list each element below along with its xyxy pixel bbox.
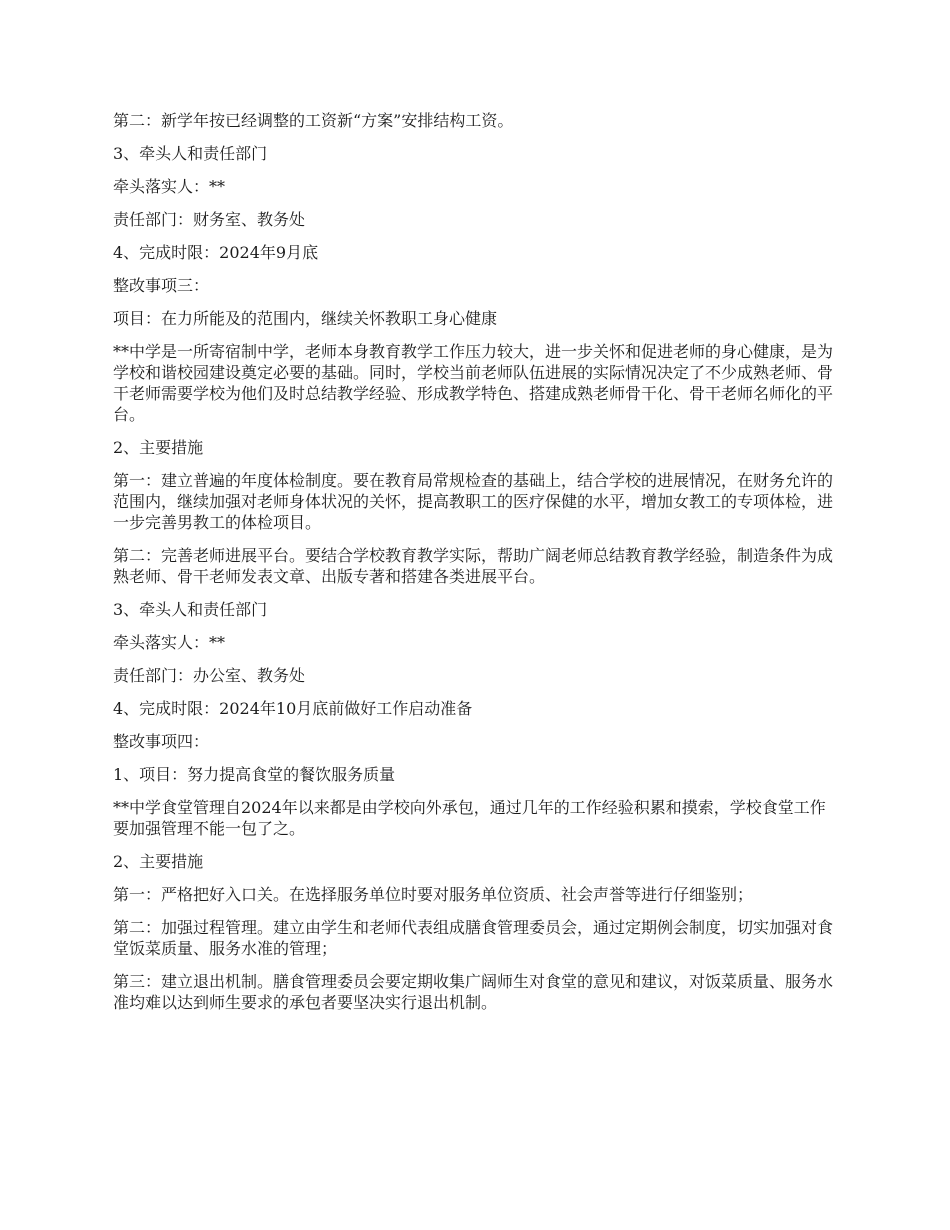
paragraph-deadline: 4、完成时限：2024年10月底前做好工作启动准备 <box>113 699 473 718</box>
heading-lead-and-department: 3、牵头人和责任部门 <box>113 144 268 163</box>
paragraph-measure-health-check: 第一：建立普遍的年度体检制度。要在教育局常规检查的基础上，结合学校的进展情况，在财务允许的范围内，继续加强对老师身体状况的关怀，提高教职工的医疗保健的水平，增加女教工的专项体检，进一步完善男教工的体检项目。 <box>113 471 834 532</box>
paragraph-lead-person: 牵头落实人：** <box>113 633 226 652</box>
paragraph-deadline: 4、完成时限：2024年9月底 <box>113 243 319 262</box>
paragraph-measure-entry-control: 第一：严格把好入口关。在选择服务单位时要对服务单位资质、社会声誉等进行仔细鉴别； <box>113 885 754 904</box>
paragraph-responsible-department: 责任部门：办公室、教务处 <box>113 666 306 685</box>
paragraph-measure-exit-mechanism: 第三：建立退出机制。膳食管理委员会要定期收集广阔师生对食堂的意见和建议，对饭菜质量、服务水准均难以达到师生要求的承包者要坚决实行退出机制。 <box>113 972 834 1012</box>
paragraph-salary-plan: 第二：新学年按已经调整的工资新“方案”安排结构工资。 <box>113 111 514 130</box>
heading-main-measures: 2、主要措施 <box>113 852 204 871</box>
paragraph-responsible-department: 责任部门：财务室、教务处 <box>113 210 306 229</box>
paragraph-lead-person: 牵头落实人：** <box>113 177 226 196</box>
paragraph-item-3-background: **中学是一所寄宿制中学，老师本身教育教学工作压力较大，进一步关怀和促进老师的身心健康，是为学校和谐校园建设奠定必要的基础。同时，学校当前老师队伍进展的实际情况决定了不少成熟老师、骨干老师需要学校为他们及时总结教学经验、形成教学特色、搭建成熟老师骨干化、骨干老师名师化的平台。 <box>113 342 834 424</box>
heading-lead-and-department: 3、牵头人和责任部门 <box>113 600 268 619</box>
paragraph-measure-process-management: 第二：加强过程管理。建立由学生和老师代表组成膳食管理委员会，通过定期例会制度，切实加强对食堂饭菜质量、服务水准的管理； <box>113 918 834 958</box>
paragraph-item-4-project: 1、项目：努力提高食堂的餐饮服务质量 <box>113 765 396 784</box>
heading-rectification-item-4: 整改事项四： <box>113 732 210 751</box>
paragraph-item-3-project: 项目：在力所能及的范围内，继续关怀教职工身心健康 <box>113 309 498 328</box>
paragraph-item-4-background: **中学食堂管理自2024年以来都是由学校向外承包，通过几年的工作经验积累和摸索，学校食堂工作要加强管理不能一包了之。 <box>113 798 826 838</box>
heading-main-measures: 2、主要措施 <box>113 438 204 457</box>
paragraph-measure-teacher-platform: 第二：完善老师进展平台。要结合学校教育教学实际，帮助广阔老师总结教育教学经验，制造条件为成熟老师、骨干老师发表文章、出版专著和搭建各类进展平台。 <box>113 546 834 586</box>
heading-rectification-item-3: 整改事项三： <box>113 276 210 295</box>
